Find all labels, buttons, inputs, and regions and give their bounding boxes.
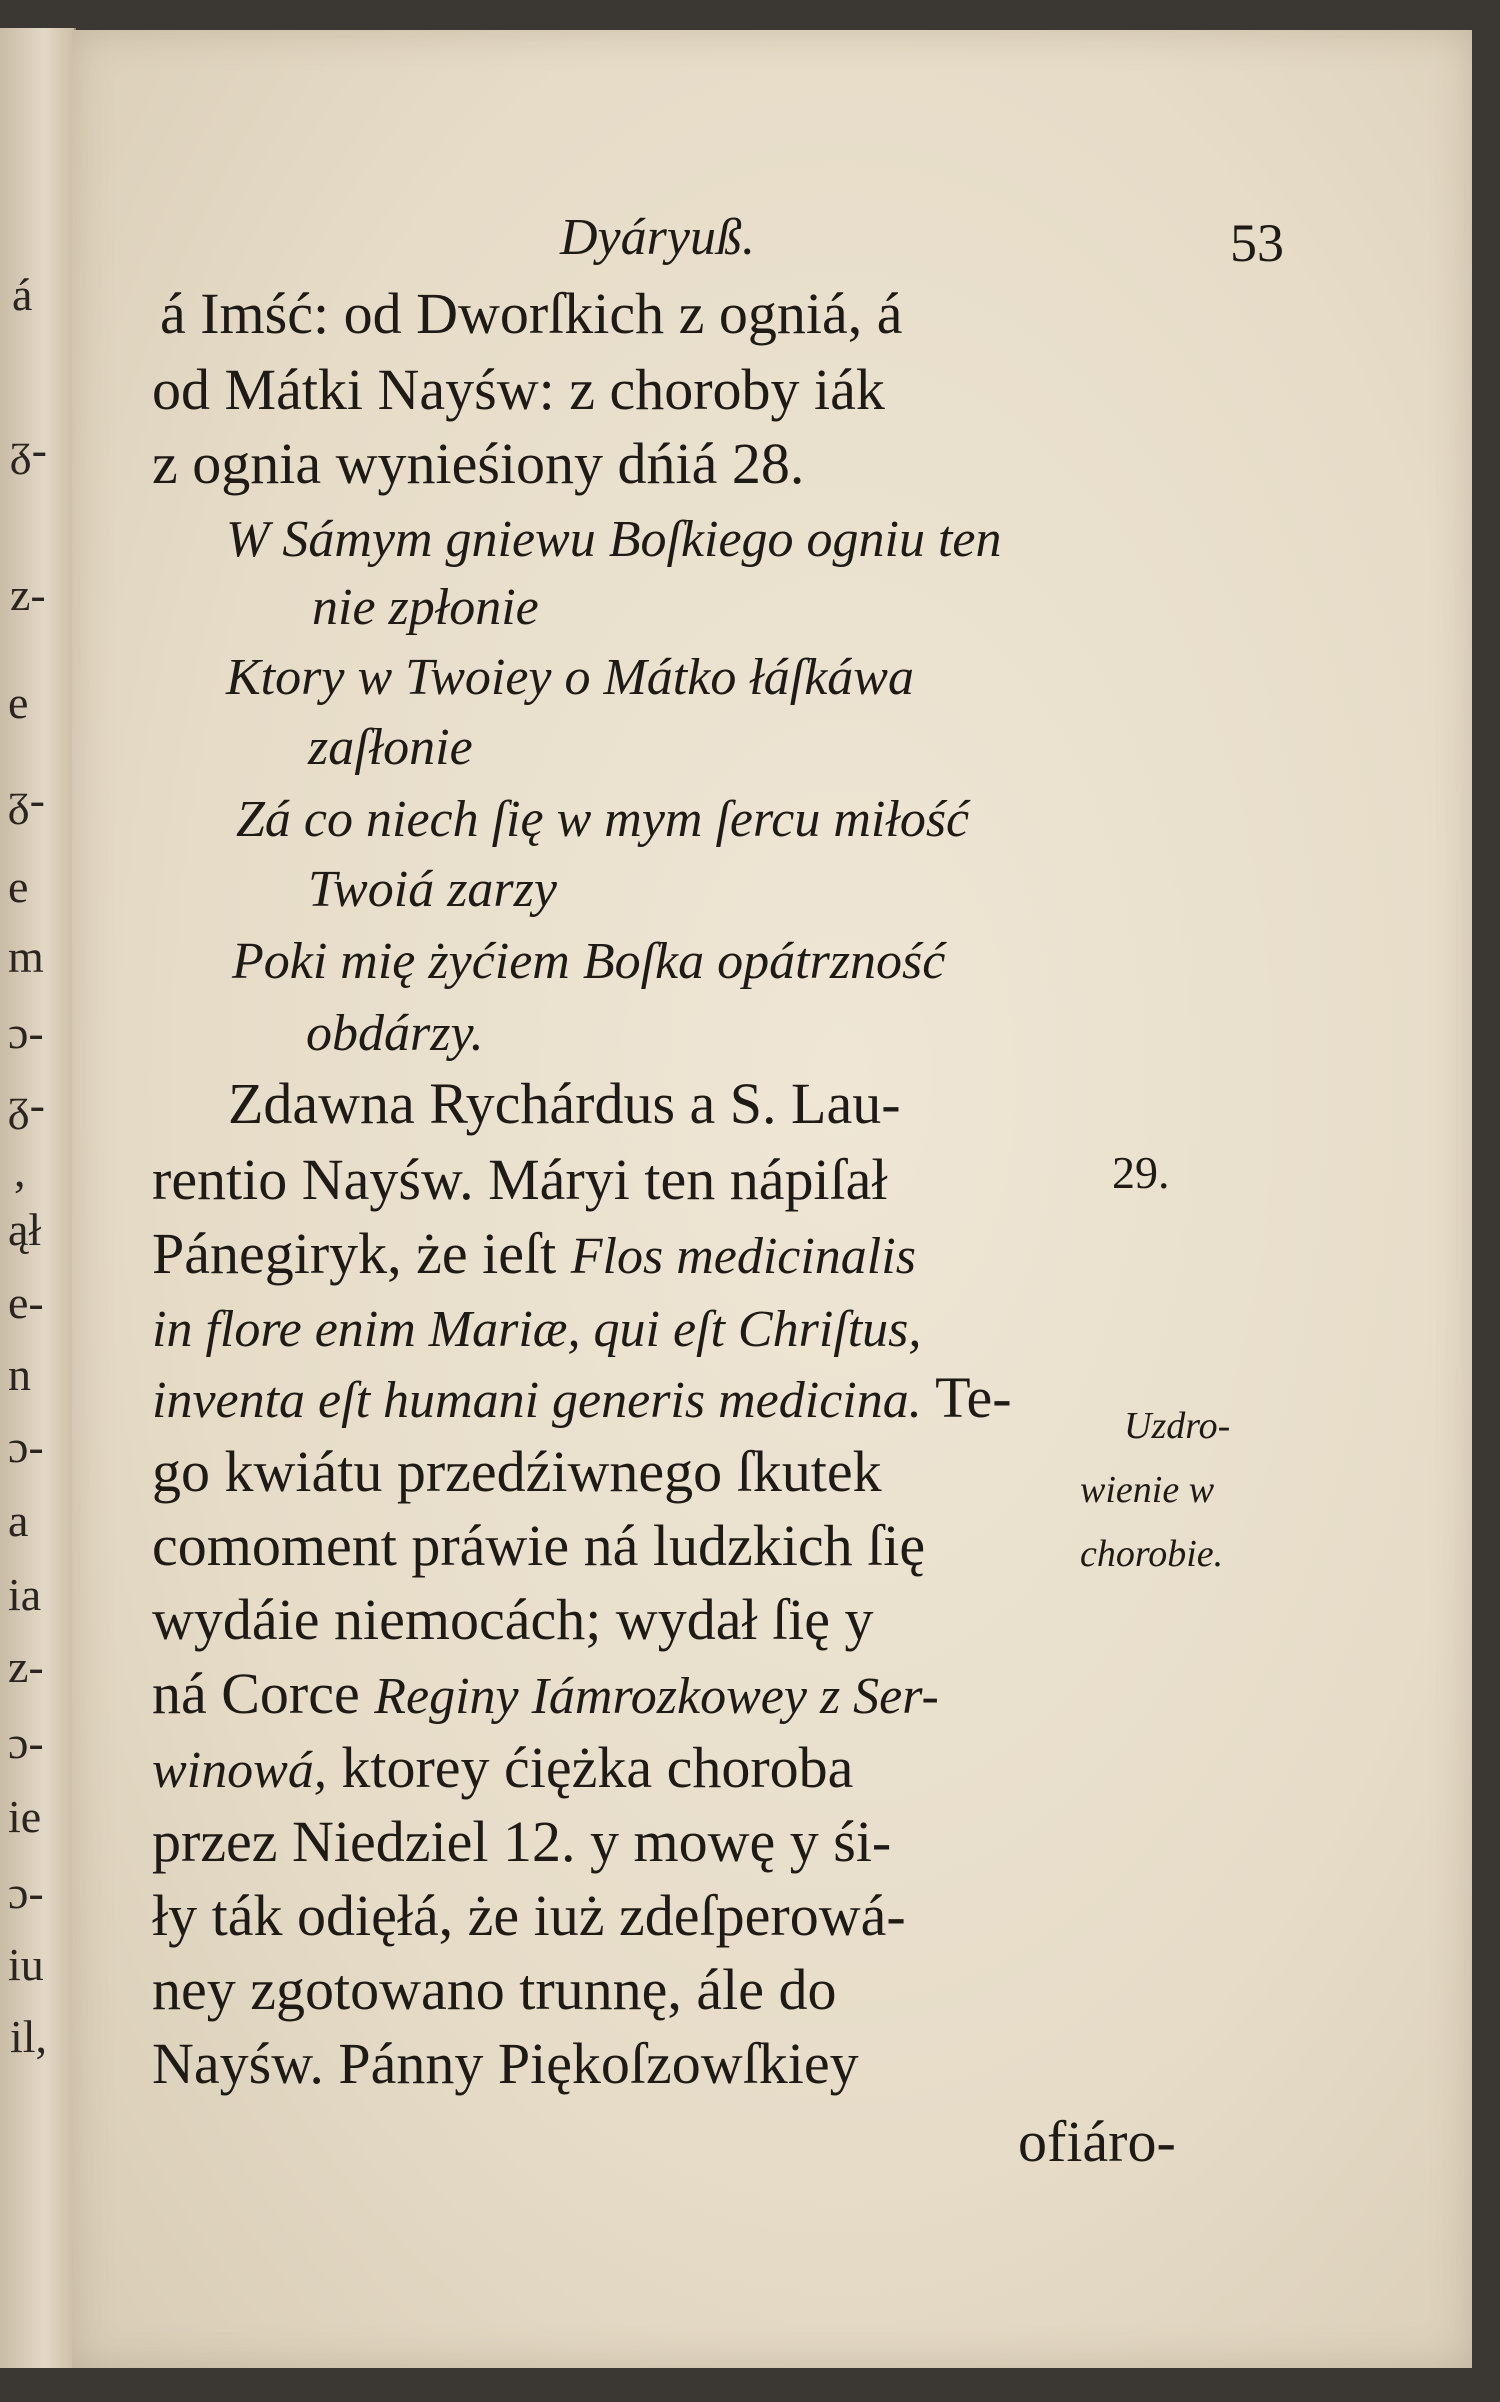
- latin-line: in flore enim Mariæ, qui eſt Chriſtus,: [152, 1301, 922, 1358]
- verse-line: W Sámym gniewu Boſkiego ogniu ten: [226, 511, 1002, 568]
- latin-span: inventa eſt humani generis medicina.: [152, 1372, 922, 1429]
- text-line: Zdawna Rychárdus a S. Lau-: [228, 1071, 901, 1136]
- text-span: Te-: [935, 1365, 1012, 1430]
- margin-number: 29.: [1112, 1147, 1170, 1198]
- margin-fragment: ɔ-: [8, 1007, 44, 1058]
- running-title: Dyáryuß.: [560, 209, 755, 266]
- name-span: winowá,: [152, 1742, 327, 1799]
- margin-fragment: á: [12, 269, 33, 320]
- margin-fragment: iu: [8, 1939, 44, 1990]
- scan-border-top: [0, 0, 1500, 30]
- verse-line: obdárzy.: [306, 1005, 484, 1062]
- text-line: ney zgotowano trunnę, ále do: [152, 1957, 837, 2022]
- margin-fragment: il,: [10, 2011, 48, 2062]
- margin-fragment: ᵹ-: [10, 424, 47, 475]
- margin-fragment: ᵹ-: [8, 1079, 45, 1130]
- verse-line: nie zpłonie: [312, 579, 539, 636]
- text-line: [152, 1660, 939, 1727]
- scan-border-right: [1470, 0, 1500, 2402]
- text-line: comoment práwie ná ludzkich ſię: [152, 1513, 926, 1578]
- catchword: ofiáro-: [1018, 2109, 1176, 2174]
- margin-fragment: z-: [10, 569, 46, 620]
- text-span: Pánegiryk, że ieſt: [152, 1221, 557, 1286]
- text-line: [152, 1220, 916, 1287]
- verse-line: Zá co niech ſię w mym ſercu miłość: [236, 791, 970, 848]
- text-span: ná Corce: [152, 1661, 360, 1726]
- name-span: Reginy Iámrozkowey z Ser-: [374, 1668, 939, 1725]
- text-line: z ognia wynieśiony dńiá 28.: [152, 431, 805, 496]
- text-line: rentio Nayśw. Máryi ten nápiſał: [152, 1147, 888, 1212]
- text-span: ktorey ćiężka choroba: [341, 1735, 854, 1800]
- text-line: [152, 1734, 853, 1801]
- margin-fragment: ᵹ-: [8, 774, 45, 825]
- margin-fragment: n: [8, 1349, 31, 1400]
- margin-fragment: e: [8, 677, 29, 728]
- text-line: przez Niedziel 12. y mowę y śi-: [152, 1809, 892, 1874]
- text-line: wydáie niemocách; wydał ſię y: [152, 1587, 874, 1652]
- margin-fragment: ,: [14, 1145, 26, 1196]
- scan-border-bottom: [0, 2368, 1500, 2402]
- text-line: od Mátki Nayśw: z choroby iák: [152, 357, 885, 422]
- margin-fragment: ɔ-: [8, 1867, 44, 1918]
- margin-fragment: z-: [8, 1641, 44, 1692]
- page-number: 53: [1230, 213, 1284, 273]
- latin-span: Flos medicinalis: [570, 1228, 916, 1285]
- margin-fragment: e-: [8, 1277, 44, 1328]
- text-line: go kwiátu przedźiwnego ſkutek: [152, 1439, 882, 1504]
- text-line: á Imść: od Dworſkich z ogniá, á: [160, 281, 903, 346]
- verse-line: Ktory w Twoiey o Mátko łáſkáwa: [226, 649, 914, 706]
- margin-fragment: e: [8, 861, 29, 912]
- margin-fragment: ɔ-: [8, 1421, 44, 1472]
- margin-fragment: a: [8, 1495, 29, 1546]
- text-line: [152, 1364, 1012, 1431]
- verse-line: Twoiá zarzy: [308, 861, 557, 918]
- margin-fragment: ɔ-: [8, 1717, 44, 1768]
- verse-line: zaſłonie: [308, 719, 473, 776]
- margin-fragment: ie: [8, 1791, 42, 1842]
- margin-note: Uzdro-: [1124, 1405, 1231, 1447]
- text-line: ły ták odięłá, że iuż zdeſperowá-: [152, 1883, 906, 1948]
- verse-line: Poki mię żyćiem Boſka opátrzność: [232, 933, 946, 990]
- margin-fragment: ął: [8, 1204, 42, 1255]
- margin-note: chorobie.: [1080, 1533, 1224, 1575]
- margin-note: wienie w: [1080, 1469, 1215, 1511]
- text-line: Nayśw. Pánny Piękoſzowſkiey: [152, 2031, 859, 2096]
- margin-fragment: m: [8, 931, 44, 982]
- previous-page-edge: [0, 28, 76, 2368]
- margin-fragment: ia: [8, 1569, 42, 1620]
